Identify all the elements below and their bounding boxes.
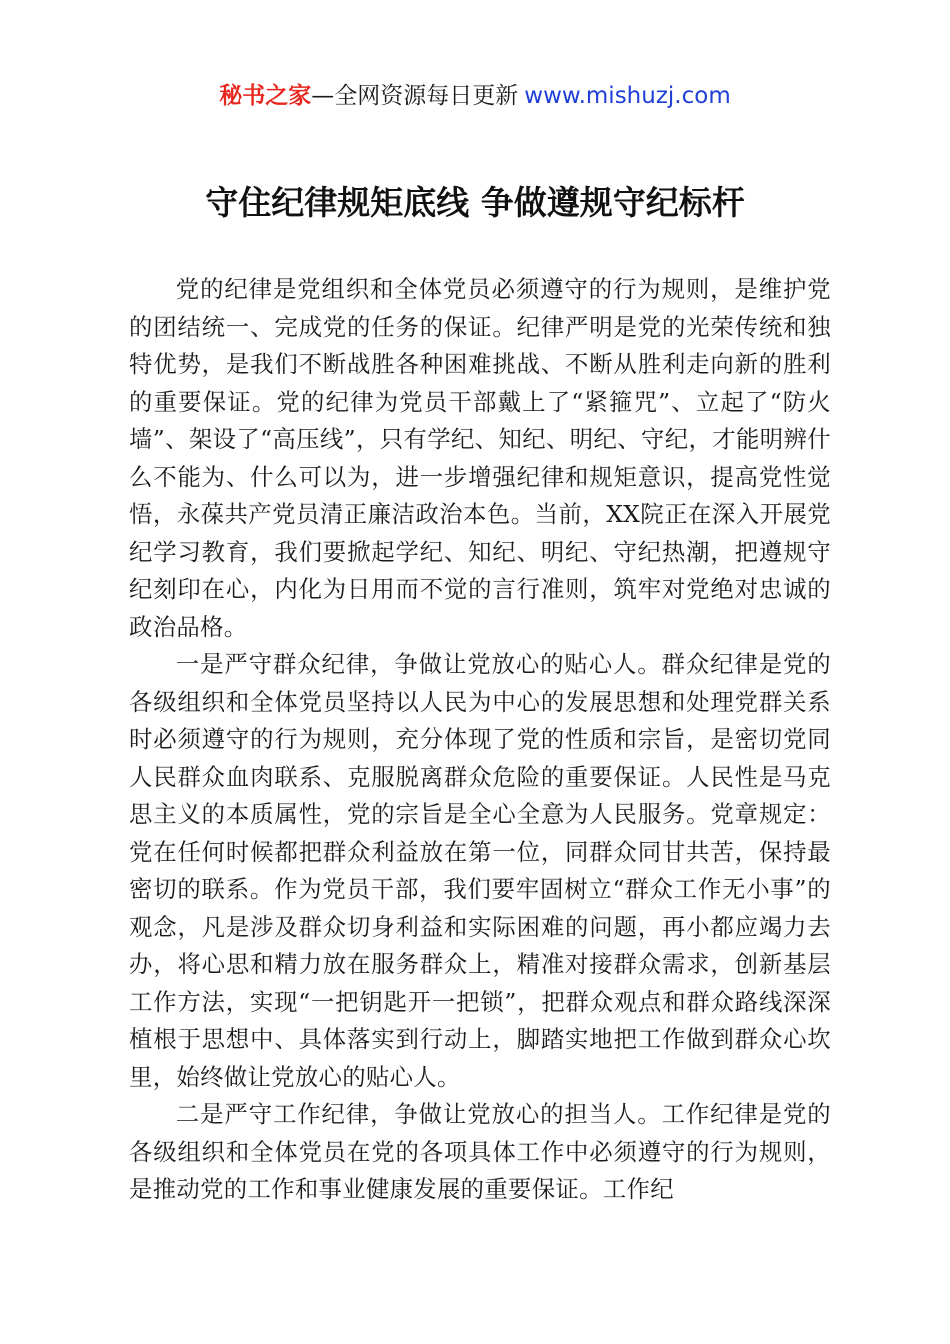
paragraph-work-discipline: 二是严守工作纪律，争做让党放心的担当人。工作纪律是党的各级组织和全体党员在党的各项具体工作中必须遵守的行为规则，是推动党的工作和事业健康发展的重要保证。工作纪	[129, 1100, 831, 1203]
site-slogan: —全网资源每日更新	[311, 83, 519, 109]
site-header	[0, 80, 950, 112]
document-body	[129, 271, 831, 1209]
site-name: 秘书之家	[219, 83, 312, 109]
document-title: 守住纪律规矩底线 争做遵规守纪标杆	[205, 183, 745, 222]
paragraph-mass-discipline: 一是严守群众纪律，争做让党放心的贴心人。群众纪律是党的各级组织和全体党员坚持以人民为中心的发展思想和处理党群关系时必须遵守的行为规则，充分体现了党的性质和宗旨，是密切党同人民群众血肉联系、克服脱离群众危险的重要保证。人民性是马克思主义的本质属性，党的宗旨是全心全意为人民服务。党章规定：党在任何时候都把群众利益放在第一位，同群众同甘共苦，保持最密切的联系。作为党员干部，我们要牢固树立“群众工作无小事”的观念，凡是涉及群众切身利益和实际困难的问题，再小都应竭力去办，将心思和精力放在服务群众上，精准对接群众需求，创新基层工作方法，实现“一把钥匙开一把锁”，把群众观点和群众路线深深植根于思想中、具体落实到行动上，脚踏实地把工作做到群众心坎里，始终做让党放心的贴心人。	[129, 650, 831, 1091]
paragraph-intro: 党的纪律是党组织和全体党员必须遵守的行为规则，是维护党的团结统一、完成党的任务的保证。纪律严明是党的光荣传统和独特优势，是我们不断战胜各种困难挑战、不断从胜利走向新的胜利的重要保证。党的纪律为党员干部戴上了“紧箍咒”、立起了“防火墙”、架设了“高压线”，只有学纪、知纪、明纪、守纪，才能明辨什么不能为、什么可以为，进一步增强纪律和规矩意识，提高党性觉悟，永葆共产党员清正廉洁政治本色。当前，XX院正在深入开展党纪学习教育，我们要掀起学纪、知纪、明纪、守纪热潮，把遵规守纪刻印在心，内化为日用而不觉的言行准则，筑牢对党绝对忠诚的政治品格。	[129, 275, 831, 641]
site-url-link[interactable]: www.mishuzj.com	[524, 83, 731, 109]
